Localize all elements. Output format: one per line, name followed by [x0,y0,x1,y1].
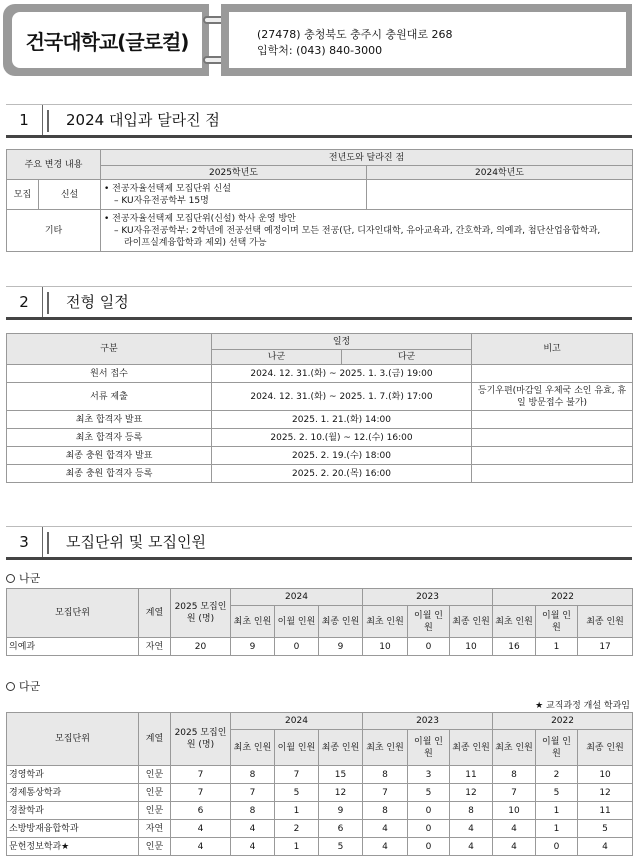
change-line: • 전공자율선택제 모집단위 신설 [104,183,231,194]
phone-text: 입학처: (043) 840-3000 [257,44,383,57]
value-cell: 2 [536,766,578,784]
section-number: 1 [6,105,43,135]
change-line: • 전공자율선택제 모집단위(신설) 학사 운영 방안 [104,213,296,224]
value-cell: 4 [363,820,408,838]
schedule-note [472,411,633,429]
section-3-heading [6,526,632,558]
value-cell: 4 [450,820,493,838]
table-row [7,802,633,820]
table-row [7,766,633,784]
header-carry: 이월 인원 [536,606,578,638]
value-cell: 4 [450,838,493,856]
value-cell: 5 [578,820,633,838]
unit-name: 의예과 [7,638,139,656]
field-cell: 인문 [139,802,171,820]
header-year-2024: 2024 [231,713,363,730]
schedule-label: 최초 합격자 발표 [7,411,212,429]
contact-box [221,4,632,76]
schedule-note [472,429,633,447]
header-final: 최종 인원 [578,606,633,638]
field-cell: 자연 [139,638,171,656]
header-final: 최종 인원 [450,606,493,638]
unit-name: 경찰학과 [7,802,139,820]
quota-cell: 4 [171,838,231,856]
header-first: 최초 인원 [363,730,408,766]
value-cell: 8 [493,766,536,784]
value-cell: 1 [536,820,578,838]
value-cell: 1 [536,802,578,820]
value-cell: 10 [363,638,408,656]
field-cell: 자연 [139,820,171,838]
schedule-label: 원서 접수 [7,365,212,383]
field-cell: 인문 [139,766,171,784]
value-cell: 2 [275,820,319,838]
schedule-note [472,365,633,383]
header-carry: 이월 인원 [536,730,578,766]
header-first: 최초 인원 [493,730,536,766]
value-cell: 8 [231,766,275,784]
value-cell: 4 [578,838,633,856]
section-number: 2 [6,287,43,317]
value-cell: 10 [493,802,536,820]
circle-icon [6,574,15,583]
university-name: 건국대학교(글로컬) [12,12,202,68]
header-first: 최초 인원 [363,606,408,638]
header-da: 다군 [342,350,472,365]
header-carry: 이월 인원 [275,606,319,638]
header-final: 최종 인원 [319,606,363,638]
schedule-note [472,447,633,465]
quota-cell: 20 [171,638,231,656]
change-line: 라이프실계융합학과 제외) 선택 가능 [124,237,267,248]
value-cell: 12 [450,784,493,802]
value-cell: 9 [319,638,363,656]
header-note: 비고 [472,334,633,365]
header-final: 최종 인원 [319,730,363,766]
value-cell: 1 [275,802,319,820]
value-cell: 4 [493,838,536,856]
value-cell: 0 [408,802,450,820]
header-year-2024: 2024 [231,589,363,606]
change-line: – KU자유전공학부: 2학년에 전공선택 예정이며 모든 전공(단, 디자인대학, 유아교육과, 간호학과, 의예과, 첨단산업융합학과, [114,225,601,236]
schedule-label: 최종 충원 합격자 등록 [7,465,212,483]
header-unit: 모집단위 [7,713,139,766]
schedule-table [6,333,633,483]
value-cell: 0 [536,838,578,856]
da-quota-table [6,712,633,856]
header-field: 계열 [139,713,171,766]
schedule-date: 2025. 2. 20.(목) 16:00 [212,465,472,483]
value-cell: 5 [408,784,450,802]
value-cell: 5 [275,784,319,802]
field-cell: 인문 [139,838,171,856]
schedule-label: 최초 합격자 등록 [7,429,212,447]
value-cell: 11 [578,802,633,820]
value-cell: 9 [319,802,363,820]
header-2025-quota: 2025 모집인원 (명) [171,589,231,638]
value-cell: 8 [231,802,275,820]
header-final: 최종 인원 [450,730,493,766]
header-2024: 2024학년도 [367,166,633,180]
value-cell: 6 [319,820,363,838]
university-name-box [3,4,209,76]
quota-cell: 6 [171,802,231,820]
header-diff: 전년도와 달라진 점 [101,150,633,166]
header-first: 최초 인원 [231,606,275,638]
value-cell: 7 [363,784,408,802]
row-category: 기타 [7,210,101,252]
table-row [7,784,633,802]
value-cell: 17 [578,638,633,656]
table-row [7,820,633,838]
header-first: 최초 인원 [231,730,275,766]
value-cell: 0 [408,838,450,856]
header-schedule: 일정 [212,334,472,350]
changes-table [6,149,633,252]
schedule-date: 2025. 2. 19.(수) 18:00 [212,447,472,465]
value-cell: 8 [363,802,408,820]
value-cell: 5 [536,784,578,802]
quota-cell: 7 [171,784,231,802]
quota-cell: 4 [171,820,231,838]
value-cell: 4 [493,820,536,838]
value-cell: 10 [578,766,633,784]
header-2025-quota: 2025 모집인원 (명) [171,713,231,766]
header-unit: 모집단위 [7,589,139,638]
header-first: 최초 인원 [493,606,536,638]
schedule-note: 등기우편(마감일 우체국 소인 유효, 휴일 방문접수 불가) [472,383,633,411]
section-title: 2024 대입과 달라진 점 [66,111,220,129]
section-1-heading [6,104,632,136]
value-cell: 1 [536,638,578,656]
value-cell: 1 [275,838,319,856]
schedule-label: 서류 제출 [7,383,212,411]
value-cell: 0 [275,638,319,656]
value-cell: 0 [408,820,450,838]
value-cell: 4 [363,838,408,856]
table-row [7,638,633,656]
table-row [7,838,633,856]
group-label: 다군 [19,680,41,693]
header-2025: 2025학년도 [101,166,367,180]
da-group-heading [6,678,40,694]
group-label: 나군 [19,572,41,585]
value-cell: 12 [578,784,633,802]
na-group-heading [6,570,40,586]
value-cell: 15 [319,766,363,784]
quota-cell: 7 [171,766,231,784]
value-cell: 12 [319,784,363,802]
unit-name: 문헌정보학과★ [7,838,139,856]
value-cell: 16 [493,638,536,656]
schedule-date: 2024. 12. 31.(화) ~ 2025. 1. 3.(금) 19:00 [212,365,472,383]
header-carry: 이월 인원 [408,730,450,766]
value-cell: 8 [450,802,493,820]
section-title: 모집단위 및 모집인원 [66,533,206,551]
change-line: – KU자유전공학부 15명 [114,195,209,206]
value-cell: 4 [231,820,275,838]
address-text: (27478) 충청북도 충주시 충원대로 268 [257,28,453,41]
section-2-heading [6,286,632,318]
unit-name: 경영학과 [7,766,139,784]
value-cell: 10 [450,638,493,656]
header-year-2022: 2022 [493,589,633,606]
schedule-date: 2024. 12. 31.(화) ~ 2025. 1. 7.(화) 17:00 [212,383,472,411]
header-field: 계열 [139,589,171,638]
header-main-change: 주요 변경 내용 [7,150,101,180]
row-category: 모집 [7,180,39,210]
header-year-2023: 2023 [363,713,493,730]
value-cell: 3 [408,766,450,784]
na-quota-table [6,588,633,656]
schedule-date: 2025. 1. 21.(화) 14:00 [212,411,472,429]
header-carry: 이월 인원 [408,606,450,638]
section-number: 3 [6,527,43,557]
value-cell: 7 [275,766,319,784]
value-cell: 0 [408,638,450,656]
schedule-label: 최종 충원 합격자 발표 [7,447,212,465]
value-cell: 11 [450,766,493,784]
header-year-2023: 2023 [363,589,493,606]
unit-name: 소방방재융합학과 [7,820,139,838]
row-subcategory: 신설 [39,180,101,210]
page-header [3,4,632,76]
circle-icon [6,682,15,691]
header-type: 구분 [7,334,212,365]
header-year-2022: 2022 [493,713,633,730]
value-cell: 7 [493,784,536,802]
schedule-date: 2025. 2. 10.(월) ~ 12.(수) 16:00 [212,429,472,447]
section-title: 전형 일정 [66,293,129,311]
header-carry: 이월 인원 [275,730,319,766]
value-cell: 4 [231,838,275,856]
value-cell: 8 [363,766,408,784]
field-cell: 인문 [139,784,171,802]
value-cell: 7 [231,784,275,802]
schedule-note [472,465,633,483]
header-na: 나군 [212,350,342,365]
teacher-course-note: ★ 교직과정 개설 학과임 [535,701,630,711]
value-cell: 5 [319,838,363,856]
unit-name: 경제통상학과 [7,784,139,802]
header-final: 최종 인원 [578,730,633,766]
value-cell: 9 [231,638,275,656]
